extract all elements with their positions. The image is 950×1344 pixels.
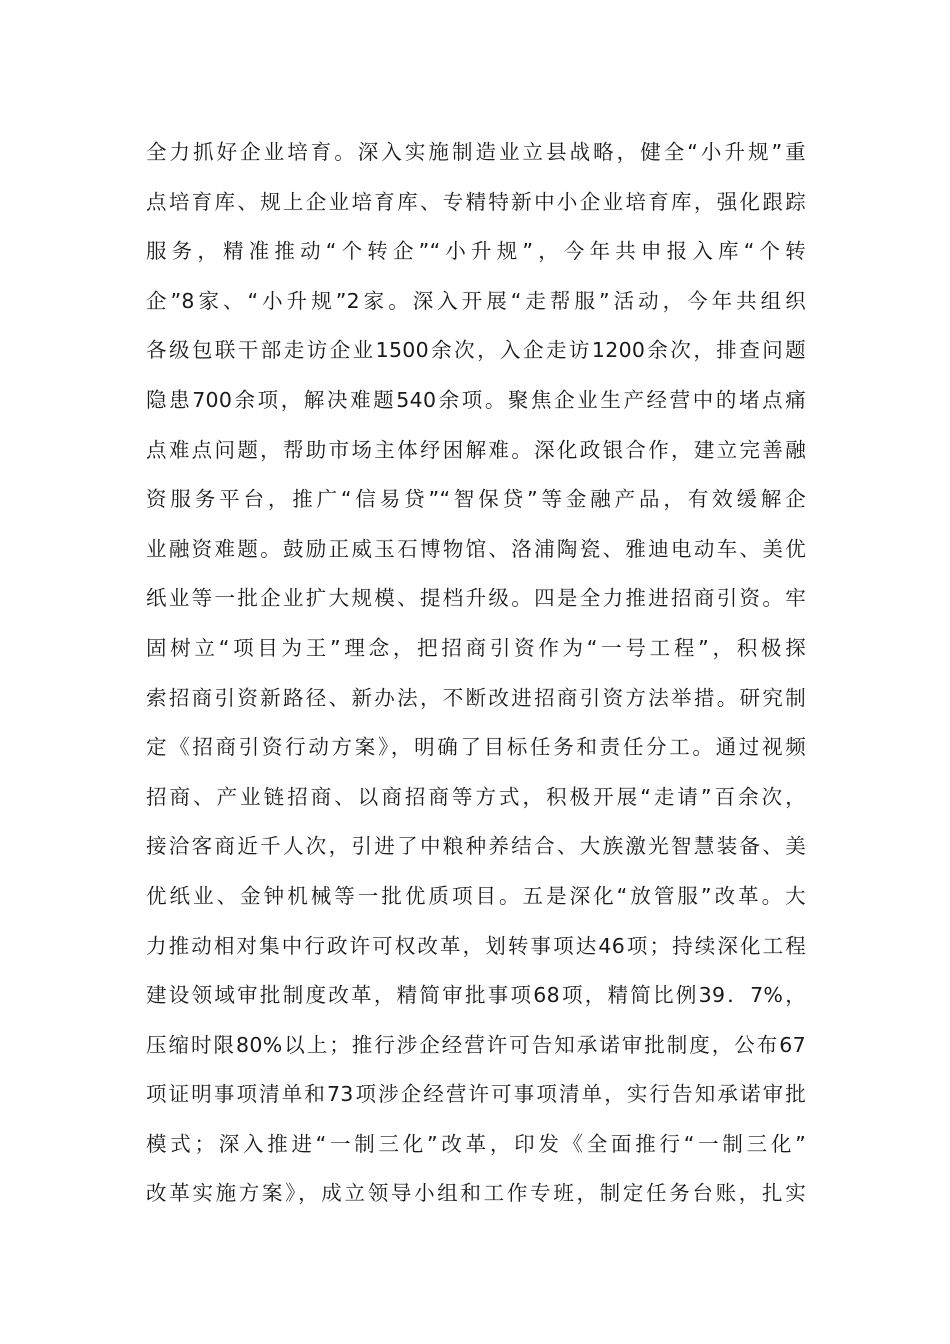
text-line-4: 企”8家、“小升规”2家。深入开展“走帮服”活动，今年共组织 <box>146 288 806 313</box>
text-line-13: 定《招商引资行动方案》，明确了目标任务和责任分工。通过视频 <box>146 735 806 760</box>
text-line-22: 改革实施方案》，成立领导小组和工作专班，制定任务台账，扎实 <box>146 1181 806 1206</box>
text-line-19: 压缩时限80%以上；推行涉企经营许可告知承诺审批制度，公布67 <box>146 1032 806 1057</box>
text-line-10: 纸业等一批企业扩大规模、提档升级。四是全力推进招商引资。牢 <box>146 586 806 611</box>
text-line-6: 隐患700余项，解决难题540余项。聚焦企业生产经营中的堵点痛 <box>146 387 806 412</box>
text-line-5: 各级包联干部走访企业1500余次，入企走访1200余次，排查问题 <box>146 338 806 363</box>
body-paragraph <box>146 128 806 1219</box>
text-line-20: 项证明事项清单和73项涉企经营许可事项清单，实行告知承诺审批 <box>146 1082 806 1107</box>
text-line-14: 招商、产业链招商、以商招商等方式，积极开展“走请”百余次， <box>146 784 806 809</box>
text-line-11: 固树立“项目为王”理念，把招商引资作为“一号工程”，积极探 <box>146 635 806 660</box>
text-line-12: 索招商引资新路径、新办法，不断改进招商引资方法举措。研究制 <box>146 685 806 710</box>
text-line-18: 建设领域审批制度改革，精简审批事项68项，精简比例39．7%， <box>146 983 806 1008</box>
text-line-21: 模式；深入推进“一制三化”改革，印发《全面推行“一制三化” <box>146 1131 806 1156</box>
text-line-8: 资服务平台，推广“信易贷”“智保贷”等金融产品，有效缓解企 <box>146 487 806 512</box>
text-line-2: 点培育库、规上企业培育库、专精特新中小企业培育库，强化跟踪 <box>146 189 806 214</box>
text-line-17: 力推动相对集中行政许可权改革，划转事项达46项；持续深化工程 <box>146 933 806 958</box>
text-line-3: 服务，精准推动“个转企”“小升规”，今年共申报入库“个转 <box>146 239 806 264</box>
text-line-1: 全力抓好企业培育。深入实施制造业立县战略，健全“小升规”重 <box>146 140 806 164</box>
text-line-16: 优纸业、金钟机械等一批优质项目。五是深化“放管服”改革。大 <box>146 883 806 908</box>
text-line-7: 点难点问题，帮助市场主体纾困解难。深化政银合作，建立完善融 <box>146 437 806 462</box>
text-line-15: 接洽客商近千人次，引进了中粮种养结合、大族激光智慧装备、美 <box>146 834 806 859</box>
text-line-9: 业融资难题。鼓励正威玉石博物馆、洛浦陶瓷、雅迪电动车、美优 <box>146 536 806 561</box>
